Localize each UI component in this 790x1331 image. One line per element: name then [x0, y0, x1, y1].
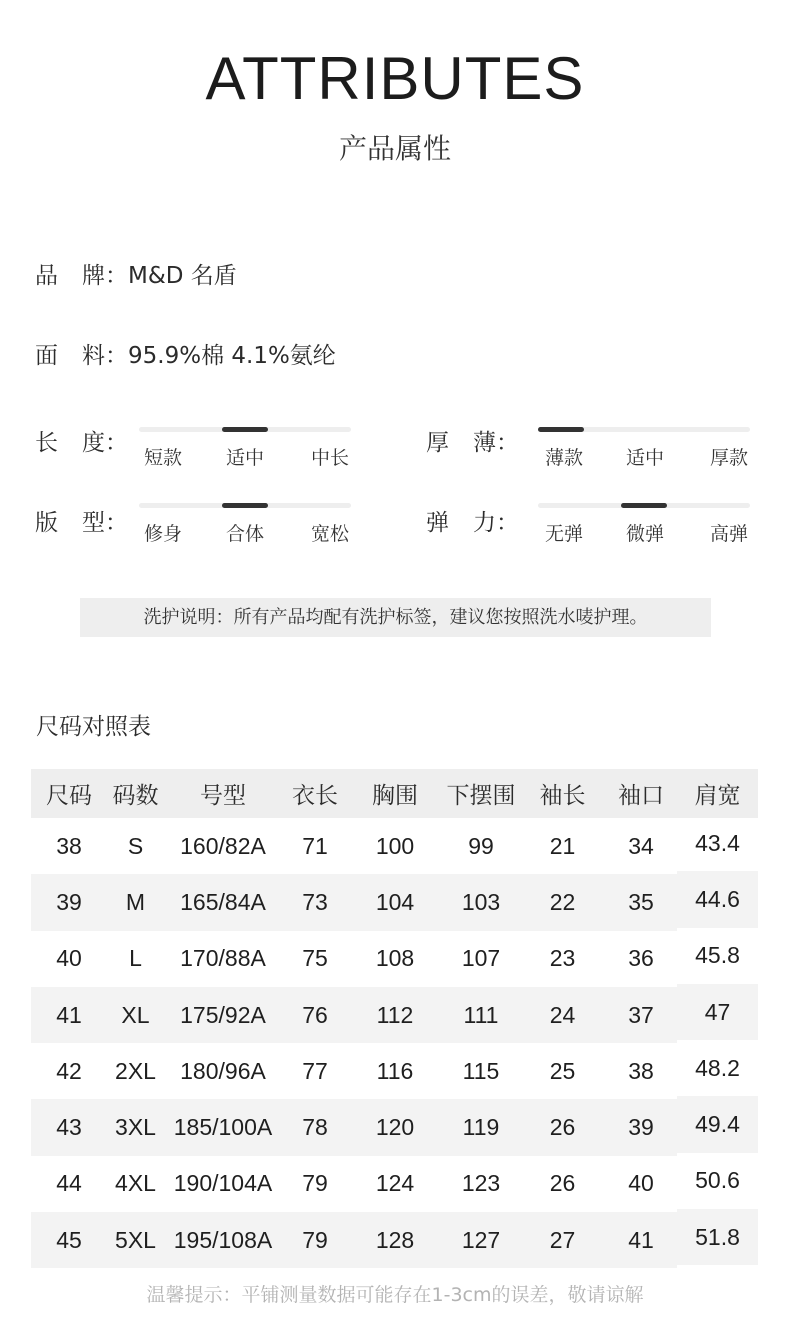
table-row — [31, 987, 758, 1043]
table-cell: 195/108A — [164, 1212, 282, 1268]
table-cell: 43 — [31, 1099, 107, 1155]
length-option-medium: 适中 — [225, 447, 264, 469]
column-header: 肩宽 — [677, 769, 758, 818]
elasticity-scale-track — [538, 503, 750, 508]
table-cell: 42 — [56, 1057, 82, 1084]
table-cell: 37 — [605, 987, 677, 1043]
table-cell: 51.8 — [677, 1209, 758, 1265]
brand-value: M&D 名盾 — [128, 263, 237, 289]
column-header: 袖口 — [605, 769, 677, 818]
elasticity-scale-indicator — [621, 503, 667, 508]
table-cell: 50.6 — [695, 1167, 740, 1194]
column-header: 胸围 — [348, 769, 442, 818]
brand-key-2: 牌： — [82, 263, 128, 289]
table-cell: 165/84A — [164, 874, 282, 930]
measurement-tip: 温馨提示：平铺测量数据可能存在1-3cm的误差，敬请谅解 — [146, 1284, 644, 1306]
table-cell: 76 — [282, 987, 348, 1043]
table-row — [31, 931, 758, 987]
table-cell: L — [129, 945, 142, 972]
table-cell: 41 — [605, 1212, 677, 1268]
table-cell: 22 — [520, 874, 605, 930]
size-chart-header-row — [31, 769, 758, 818]
brand-key-1: 品 — [35, 263, 58, 289]
thickness-scale-track — [538, 427, 750, 432]
elasticity-option-none: 无弹 — [544, 523, 583, 545]
length-key-2: 度： — [82, 430, 128, 456]
table-row — [31, 1099, 758, 1155]
table-cell: 49.4 — [677, 1096, 758, 1152]
elasticity-option-slight: 微弹 — [625, 523, 664, 545]
fit-key-1: 版 — [35, 510, 58, 536]
table-cell: 71 — [302, 832, 328, 859]
table-cell: 124 — [375, 1170, 415, 1197]
fit-scale-indicator — [222, 503, 268, 508]
column-header: 衣长 — [282, 769, 348, 818]
table-cell: 26 — [520, 1099, 605, 1155]
column-header: 下摆围 — [442, 769, 520, 818]
length-scale-indicator — [222, 427, 268, 432]
table-cell: 23 — [549, 945, 576, 972]
table-row — [31, 874, 758, 930]
table-cell: 45.8 — [695, 942, 740, 969]
table-cell: 107 — [461, 945, 501, 972]
table-cell: 120 — [348, 1099, 442, 1155]
care-instructions: 洗护说明：所有产品均配有洗护标签，建议您按照洗水唛护理。 — [80, 598, 711, 637]
fit-option-regular: 合体 — [225, 523, 264, 545]
size-chart-heading: 尺码对照表 — [36, 714, 151, 740]
thickness-option-thin: 薄款 — [544, 447, 583, 469]
elasticity-key-1: 弹 — [426, 510, 449, 536]
column-header: 尺码 — [31, 769, 107, 818]
table-cell: 43.4 — [695, 829, 740, 856]
table-cell: 119 — [442, 1099, 520, 1155]
elasticity-label — [426, 504, 519, 537]
table-cell: 25 — [549, 1057, 576, 1084]
table-cell: 4XL — [115, 1170, 156, 1197]
table-cell: 78 — [282, 1099, 348, 1155]
page-title: ATTRIBUTES — [205, 45, 585, 112]
table-cell: 75 — [302, 945, 328, 972]
table-cell: 160/82A — [180, 832, 266, 859]
table-cell: 40 — [628, 1170, 654, 1197]
size-chart-body — [31, 818, 758, 1268]
table-cell: S — [127, 832, 144, 859]
table-cell: 2XL — [115, 1057, 156, 1084]
thickness-label — [426, 424, 519, 457]
column-header: 袖长 — [520, 769, 605, 818]
table-cell: 79 — [302, 1170, 328, 1197]
table-cell: 115 — [462, 1057, 500, 1084]
table-cell: 79 — [282, 1212, 348, 1268]
table-cell: 3XL — [107, 1099, 164, 1155]
table-cell: 111 — [442, 987, 520, 1043]
table-cell: 38 — [56, 832, 82, 859]
table-cell: 128 — [348, 1212, 442, 1268]
table-row — [31, 1043, 758, 1099]
table-row — [31, 1212, 758, 1268]
table-cell: 190/104A — [173, 1170, 273, 1197]
table-cell: 180/96A — [180, 1057, 266, 1084]
table-cell: 39 — [605, 1099, 677, 1155]
fit-option-slim: 修身 — [143, 523, 182, 545]
fabric-key-1: 面 — [35, 343, 58, 369]
brand-row — [35, 257, 237, 290]
elasticity-option-high: 高弹 — [709, 523, 748, 545]
table-cell: 123 — [461, 1170, 501, 1197]
fabric-key-2: 料： — [82, 343, 128, 369]
table-row — [31, 1156, 758, 1212]
fit-scale-track — [139, 503, 351, 508]
table-cell: 35 — [605, 874, 677, 930]
table-cell: 38 — [628, 1057, 654, 1084]
thickness-option-thick: 厚款 — [709, 447, 748, 469]
table-cell: M — [107, 874, 164, 930]
length-option-long: 中长 — [310, 447, 349, 469]
size-chart-table — [31, 769, 758, 1268]
table-cell: 175/92A — [164, 987, 282, 1043]
fit-key-2: 型： — [82, 510, 128, 536]
table-cell: 26 — [549, 1170, 576, 1197]
table-cell: 44 — [56, 1170, 82, 1197]
table-cell: 103 — [442, 874, 520, 930]
thickness-key-1: 厚 — [426, 430, 449, 456]
column-header: 号型 — [164, 769, 282, 818]
table-cell: 45 — [31, 1212, 107, 1268]
table-row — [31, 818, 758, 874]
table-cell: 100 — [375, 832, 415, 859]
fit-option-loose: 宽松 — [310, 523, 349, 545]
column-header: 码数 — [107, 769, 164, 818]
page-subtitle: 产品属性 — [338, 132, 451, 165]
table-cell: 44.6 — [677, 871, 758, 927]
table-cell: 77 — [302, 1057, 328, 1084]
thickness-scale-indicator — [538, 427, 584, 432]
table-cell: 27 — [520, 1212, 605, 1268]
length-option-short: 短款 — [143, 447, 182, 469]
fit-label — [35, 504, 128, 537]
table-cell: 5XL — [107, 1212, 164, 1268]
length-label — [35, 424, 128, 457]
table-cell: XL — [107, 987, 164, 1043]
table-cell: 24 — [520, 987, 605, 1043]
table-cell: 127 — [442, 1212, 520, 1268]
thickness-key-2: 薄： — [473, 430, 519, 456]
table-cell: 39 — [31, 874, 107, 930]
length-key-1: 长 — [35, 430, 58, 456]
table-cell: 99 — [468, 832, 494, 859]
table-cell: 34 — [628, 832, 654, 859]
elasticity-key-2: 力： — [473, 510, 519, 536]
table-cell: 40 — [56, 945, 82, 972]
table-cell: 116 — [376, 1057, 414, 1084]
table-cell: 36 — [628, 945, 654, 972]
table-cell: 48.2 — [695, 1054, 740, 1081]
table-cell: 112 — [348, 987, 442, 1043]
table-cell: 170/88A — [180, 945, 266, 972]
table-cell: 185/100A — [164, 1099, 282, 1155]
table-cell: 108 — [375, 945, 415, 972]
table-cell: 47 — [677, 984, 758, 1040]
fabric-row — [35, 337, 336, 370]
table-cell: 21 — [549, 832, 576, 859]
table-cell: 73 — [282, 874, 348, 930]
table-cell: 104 — [348, 874, 442, 930]
table-cell: 41 — [31, 987, 107, 1043]
fabric-value: 95.9%棉 4.1%氨纶 — [128, 343, 336, 369]
length-scale-track — [139, 427, 351, 432]
thickness-option-medium: 适中 — [625, 447, 664, 469]
